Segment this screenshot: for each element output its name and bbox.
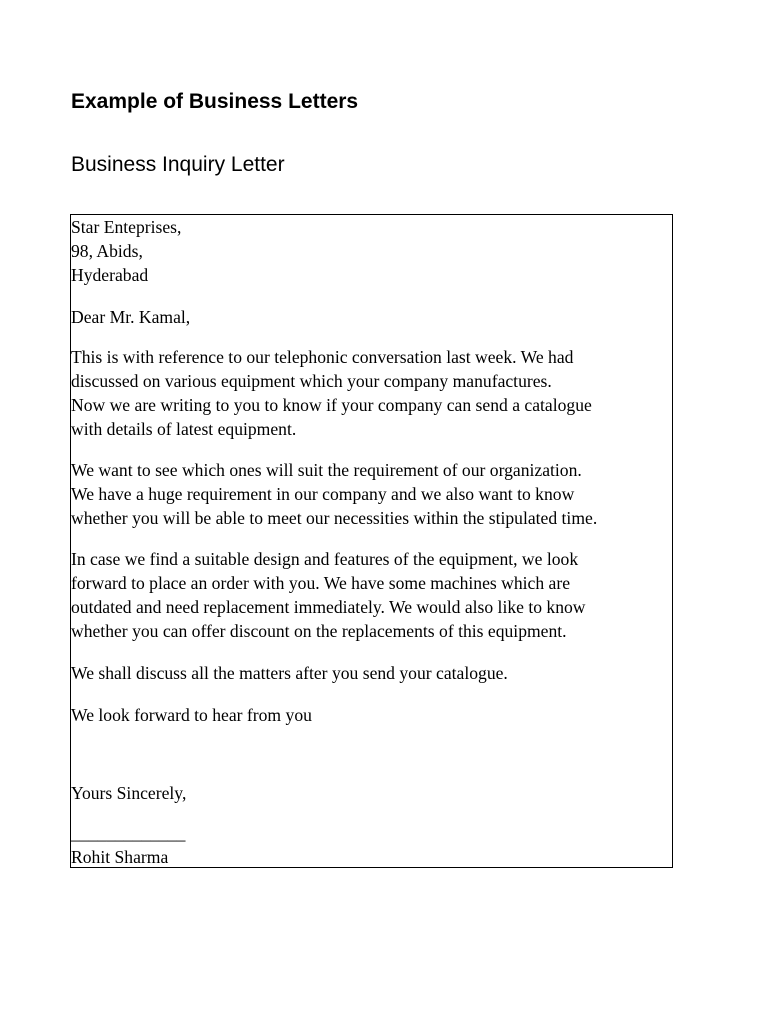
paragraph-closing-remark <box>71 703 312 727</box>
paragraph-line: We look forward to hear from you <box>71 705 312 725</box>
paragraph-line: discussed on various equipment which your company manufactures. <box>71 371 552 391</box>
address-line: 98, Abids, <box>71 241 143 261</box>
salutation-text: Dear Mr. Kamal, <box>71 307 191 327</box>
paragraph-line: with details of latest equipment. <box>71 419 297 439</box>
document-title: Example of Business Letters <box>71 90 359 113</box>
paragraph-line: whether you can offer discount on the replacements of this equipment. <box>71 621 567 641</box>
signatory-name: Rohit Sharma <box>71 847 169 867</box>
paragraph-line: outdated and need replacement immediately. We would also like to know <box>71 597 586 617</box>
paragraph-catalogue <box>71 661 508 685</box>
paragraph-line: We have a huge requirement in our company and we also want to know <box>71 484 575 504</box>
paragraph-line: This is with reference to our telephonic conversation last week. We had <box>71 347 574 367</box>
paragraph-line: whether you will be able to meet our necessities within the stipulated time. <box>71 508 598 528</box>
paragraph-line: In case we find a suitable design and features of the equipment, we look <box>71 549 579 569</box>
paragraph-order <box>71 547 586 643</box>
paragraph-line: We want to see which ones will suit the requirement of our organization. <box>71 460 582 480</box>
paragraph-line: We shall discuss all the matters after you send your catalogue. <box>71 663 508 683</box>
signature-block <box>71 821 185 869</box>
address-line: Hyderabad <box>71 265 149 285</box>
sender-address <box>71 215 181 287</box>
paragraph-requirement <box>71 458 597 530</box>
closing <box>71 781 186 805</box>
document-subtitle: Business Inquiry Letter <box>71 153 285 176</box>
paragraph-reference <box>71 345 592 441</box>
salutation <box>71 305 190 329</box>
paragraph-line: forward to place an order with you. We have some machines which are <box>71 573 571 593</box>
paragraph-line: Now we are writing to you to know if your company can send a catalogue <box>71 395 592 415</box>
closing-text: Yours Sincerely, <box>71 783 187 803</box>
signature-line: _____________ <box>71 823 186 843</box>
address-line: Star Enteprises, <box>71 217 182 237</box>
